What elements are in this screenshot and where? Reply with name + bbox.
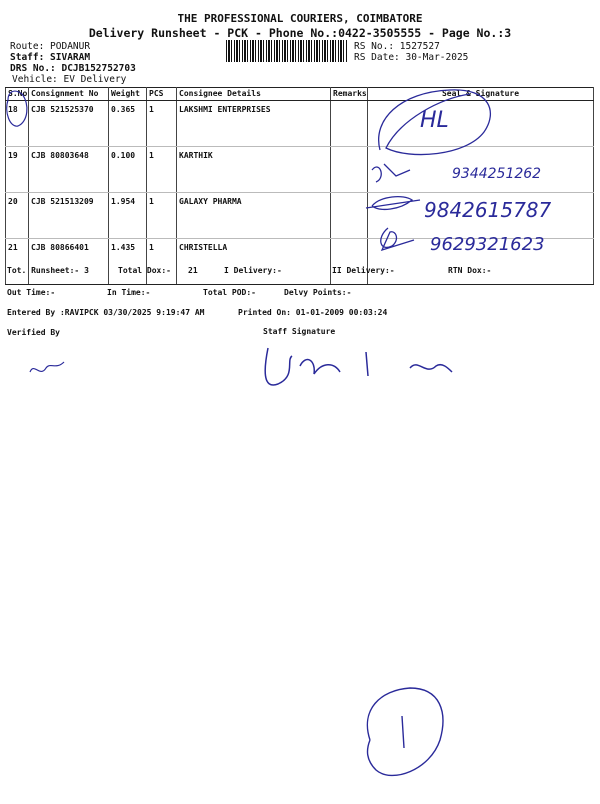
cell-pcs: 1 bbox=[147, 193, 177, 239]
delvy-points: Delvy Points:- bbox=[284, 288, 352, 297]
cell-consignee: CHRISTELLA bbox=[177, 239, 331, 285]
out-time: Out Time:- bbox=[7, 288, 56, 297]
cell-pcs: 1 bbox=[147, 147, 177, 193]
staff-label: Staff: SIVARAM bbox=[10, 52, 91, 63]
col-pcs: PCS bbox=[147, 88, 177, 101]
cell-sno: 21 bbox=[6, 239, 29, 285]
cell-weight: 0.365 bbox=[109, 101, 147, 147]
col-remarks: Remarks bbox=[331, 88, 368, 101]
route-label: Route: PODANUR bbox=[10, 41, 91, 52]
drs-number: DRS No.: DCJB152752703 bbox=[10, 63, 136, 74]
ii-delivery: II Delivery:- bbox=[332, 266, 395, 275]
cell-consignee: KARTHIK bbox=[177, 147, 331, 193]
staff-signature-label: Staff Signature bbox=[263, 327, 336, 336]
i-delivery: I Delivery:- bbox=[224, 266, 282, 275]
cell-sno: 18 bbox=[6, 101, 29, 147]
tot-runsheet: Tot. Runsheet:- 3 bbox=[7, 266, 89, 275]
cell-consignment: CJB 521525370 bbox=[29, 101, 109, 147]
cell-sno: 19 bbox=[6, 147, 29, 193]
cell-consignee: GALAXY PHARMA bbox=[177, 193, 331, 239]
company-title: THE PROFESSIONAL COURIERS, COIMBATORE bbox=[177, 12, 423, 25]
cell-weight: 0.100 bbox=[109, 147, 147, 193]
printed-on: Printed On: 01-01-2009 00:03:24 bbox=[238, 308, 388, 317]
col-weight: Weight bbox=[109, 88, 147, 101]
cell-weight: 1.954 bbox=[109, 193, 147, 239]
cell-consignment: CJB 80866401 bbox=[29, 239, 109, 285]
vehicle-label: Vehicle: EV Delivery bbox=[12, 74, 127, 85]
verified-by: Verified By bbox=[7, 328, 60, 337]
total-dox-value: 21 bbox=[188, 266, 198, 275]
cell-consignment: CJB 521513209 bbox=[29, 193, 109, 239]
total-pod: Total POD:- bbox=[203, 288, 256, 297]
rtn-dox: RTN Dox:- bbox=[448, 266, 492, 275]
in-time: In Time:- bbox=[107, 288, 151, 297]
total-dox-label: Total Dox:- bbox=[118, 266, 171, 275]
cell-consignee: LAKSHMI ENTERPRISES bbox=[177, 101, 331, 147]
handwritten-mark-row18: HL bbox=[420, 108, 449, 133]
col-sno: S.No bbox=[6, 88, 29, 101]
runsheet-title: Delivery Runsheet - PCK - Phone No.:0422-3505555 - Page No.:3 bbox=[88, 26, 512, 40]
entered-by: Entered By :RAVIPCK 03/30/2025 9:19:47 AM bbox=[7, 308, 205, 317]
cell-weight: 1.435 bbox=[109, 239, 147, 285]
handwritten-phone-row19: 9344251262 bbox=[452, 166, 542, 182]
cell-pcs: 1 bbox=[147, 101, 177, 147]
cell-consignment: CJB 80803648 bbox=[29, 147, 109, 193]
rs-number: RS No.: 1527527 bbox=[354, 41, 440, 52]
col-consignee: Consignee Details bbox=[177, 88, 331, 101]
col-seal-signature: Seal & Signature bbox=[368, 88, 594, 101]
cell-sno: 20 bbox=[6, 193, 29, 239]
col-consignment: Consignment No bbox=[29, 88, 109, 101]
handwritten-phone-row21: 9629321623 bbox=[430, 234, 545, 255]
cell-pcs: 1 bbox=[147, 239, 177, 285]
handwritten-phone-row20: 9842615787 bbox=[424, 198, 552, 222]
rs-date: RS Date: 30-Mar-2025 bbox=[354, 52, 469, 63]
